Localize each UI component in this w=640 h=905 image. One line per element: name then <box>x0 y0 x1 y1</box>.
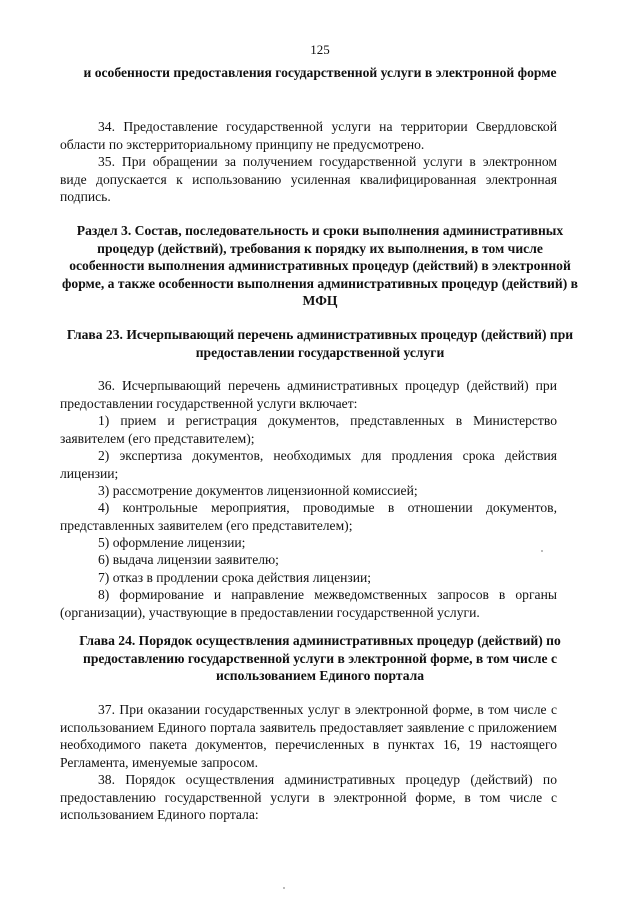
paragraph-37 <box>60 701 557 771</box>
list-item-text: 7) отказ в продлении срока действия лицензии; <box>98 570 372 585</box>
paragraph-35 <box>60 153 557 206</box>
chapter-24-heading: Глава 24. Порядок осуществления административных процедур (действий) по предоставлению государственной услуги в электронной форме, в том числе с использованием Единого портала <box>79 633 561 683</box>
list-item-text: 5) оформление лицензии; <box>98 535 246 550</box>
section-3-heading: Раздел 3. Состав, последовательность и сроки выполнения административных процедур (действий), требования к порядку их выполнения, в том числе особенности выполнения административных процедур (действий) в электронной форме, а также особенности выполнения административных процедур (действий) в МФЦ <box>62 223 578 308</box>
list-item <box>60 482 557 500</box>
chapter-heading-continuation: и особенности предоставления государственной услуги в электронной форме <box>83 65 557 80</box>
list-item <box>60 412 557 447</box>
list-item-text: 1) прием и регистрация документов, представленных в Министерство заявителем (его представителем); <box>60 413 557 446</box>
scan-speck <box>541 550 543 552</box>
list-item <box>60 447 557 482</box>
paragraph-37-text: 37. При оказании государственных услуг в электронной форме, в том числе с использованием Единого портала заявитель предоставляет заявление с приложением необходимого пакета документов, перечисленных в пунктах 16, 19 настоящего Регламента, именуемые запросом. <box>60 702 557 770</box>
list-item <box>60 499 557 534</box>
paragraph-38 <box>60 771 557 824</box>
list-item <box>60 551 557 569</box>
paragraph-34 <box>60 118 557 153</box>
scan-speck <box>283 887 285 889</box>
list-item <box>60 569 557 587</box>
list-item-text: 8) формирование и направление межведомственных запросов в органы (организации), участвующие в предоставлении государственной услуги. <box>60 587 557 620</box>
list-item <box>60 586 557 621</box>
paragraph-35-text: 35. При обращении за получением государственной услуги в электронном виде допускается к использованию усиленная квалифицированная электронная подпись. <box>60 154 557 205</box>
list-item <box>60 534 557 552</box>
list-item-text: 2) экспертиза документов, необходимых для продления срока действия лицензии; <box>60 448 557 481</box>
list-item-text: 3) рассмотрение документов лицензионной комиссией; <box>98 483 418 498</box>
paragraph-34-text: 34. Предоставление государственной услуги на территории Свердловской области по экстерриториальному принципу не предусмотрено. <box>60 119 557 152</box>
paragraph-36 <box>60 377 557 412</box>
paragraph-38-text: 38. Порядок осуществления административных процедур (действий) по предоставлению государственной услуги в электронной форме, в том числе с использованием Единого портала: <box>60 772 557 823</box>
chapter-23-heading: Глава 23. Исчерпывающий перечень административных процедур (действий) при предоставлении государственной услуги <box>66 327 574 360</box>
page-number: 125 <box>310 42 330 57</box>
paragraph-36-text: 36. Исчерпывающий перечень административных процедур (действий) при предоставлении государственной услуги включает: <box>60 378 557 411</box>
list-item-text: 4) контрольные мероприятия, проводимые в отношении документов, представленных заявителем (его представителем); <box>60 500 557 533</box>
list-item-text: 6) выдача лицензии заявителю; <box>98 552 279 567</box>
